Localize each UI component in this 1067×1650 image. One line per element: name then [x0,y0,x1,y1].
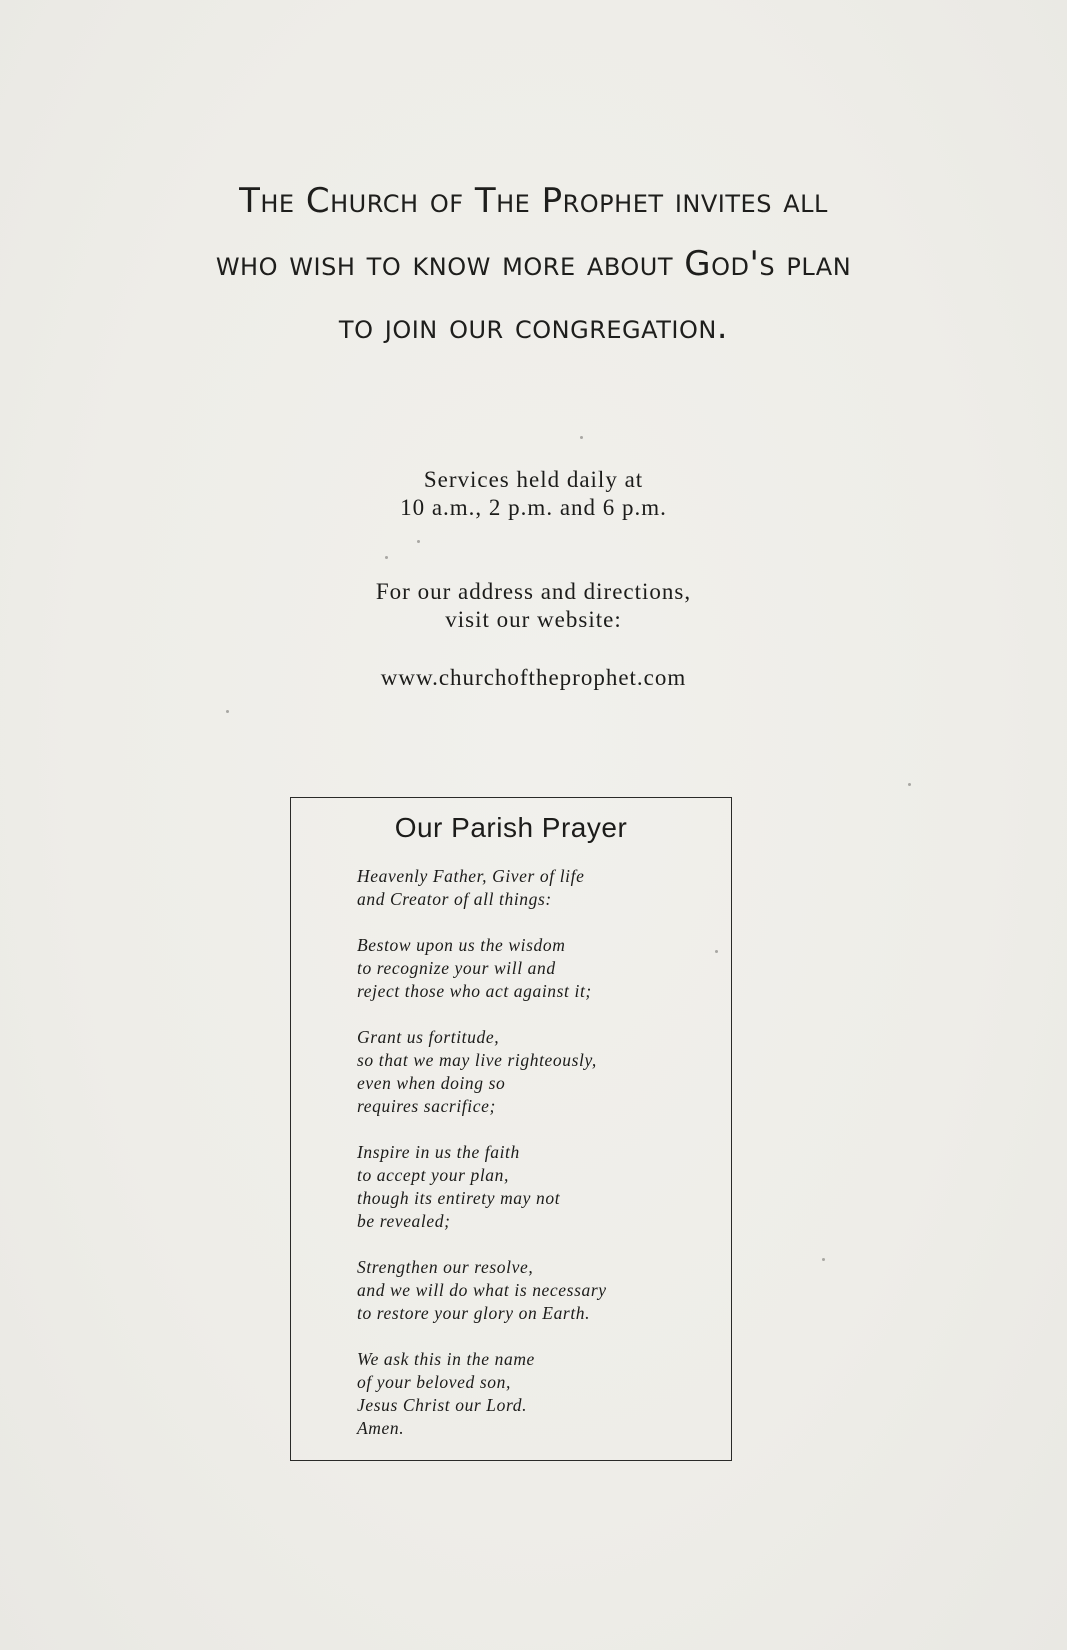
prayer-line: be revealed; [357,1211,451,1231]
prayer-line: Grant us fortitude, [357,1027,500,1047]
prayer-line: so that we may live righteously, [357,1050,597,1070]
prayer-line: reject those who act against it; [357,981,592,1001]
paper-speck [822,1258,825,1261]
prayer-title: Our Parish Prayer [394,812,628,843]
paper-speck [580,436,583,439]
prayer-line: We ask this in the name [357,1349,535,1369]
prayer-stanza [357,1141,717,1233]
directions-note [0,578,1067,634]
directions-line-1: For our address and directions, [375,579,692,604]
prayer-line: to accept your plan, [357,1165,509,1185]
prayer-line: even when doing so [357,1073,506,1093]
prayer-line: of your beloved son, [357,1372,511,1392]
services-schedule [0,466,1067,522]
services-line-2: 10 a.m., 2 p.m. and 6 p.m. [400,495,667,520]
paper-speck [385,556,388,559]
prayer-stanza [357,1348,717,1440]
headline-line-3: to join our congregation. [338,307,729,347]
prayer-line: Strengthen our resolve, [357,1257,534,1277]
prayer-line: requires sacrifice; [357,1096,496,1116]
paper-speck [226,710,229,713]
paper-speck [715,950,718,953]
paper-speck [908,783,911,786]
prayer-line: Heavenly Father, Giver of life [357,866,585,886]
parish-prayer-box [290,797,732,1461]
prayer-stanza [357,934,717,1003]
prayer-body [357,865,717,1463]
prayer-line: and Creator of all things: [357,889,552,909]
paper-speck [417,540,420,543]
prayer-line: and we will do what is necessary [357,1280,607,1300]
prayer-line: Jesus Christ our Lord. [357,1395,528,1415]
prayer-line: Inspire in us the faith [357,1142,520,1162]
headline-line-1: The Church of The Prophet invites all [239,181,828,221]
prayer-stanza [357,865,717,911]
headline-line-2: who wish to know more about God's plan [215,244,852,284]
prayer-stanza [357,1026,717,1118]
directions-line-2: visit our website: [445,607,622,632]
services-line-1: Services held daily at [423,467,644,492]
prayer-stanza [357,1256,717,1325]
prayer-line: Bestow upon us the wisdom [357,935,566,955]
website-url: www.churchoftheprophet.com [380,665,687,690]
prayer-line: to restore your glory on Earth. [357,1303,591,1323]
prayer-line: to recognize your will and [357,958,556,978]
invitation-headline [0,170,1067,359]
prayer-line: though its entirety may not [357,1188,561,1208]
prayer-line: Amen. [357,1418,405,1438]
